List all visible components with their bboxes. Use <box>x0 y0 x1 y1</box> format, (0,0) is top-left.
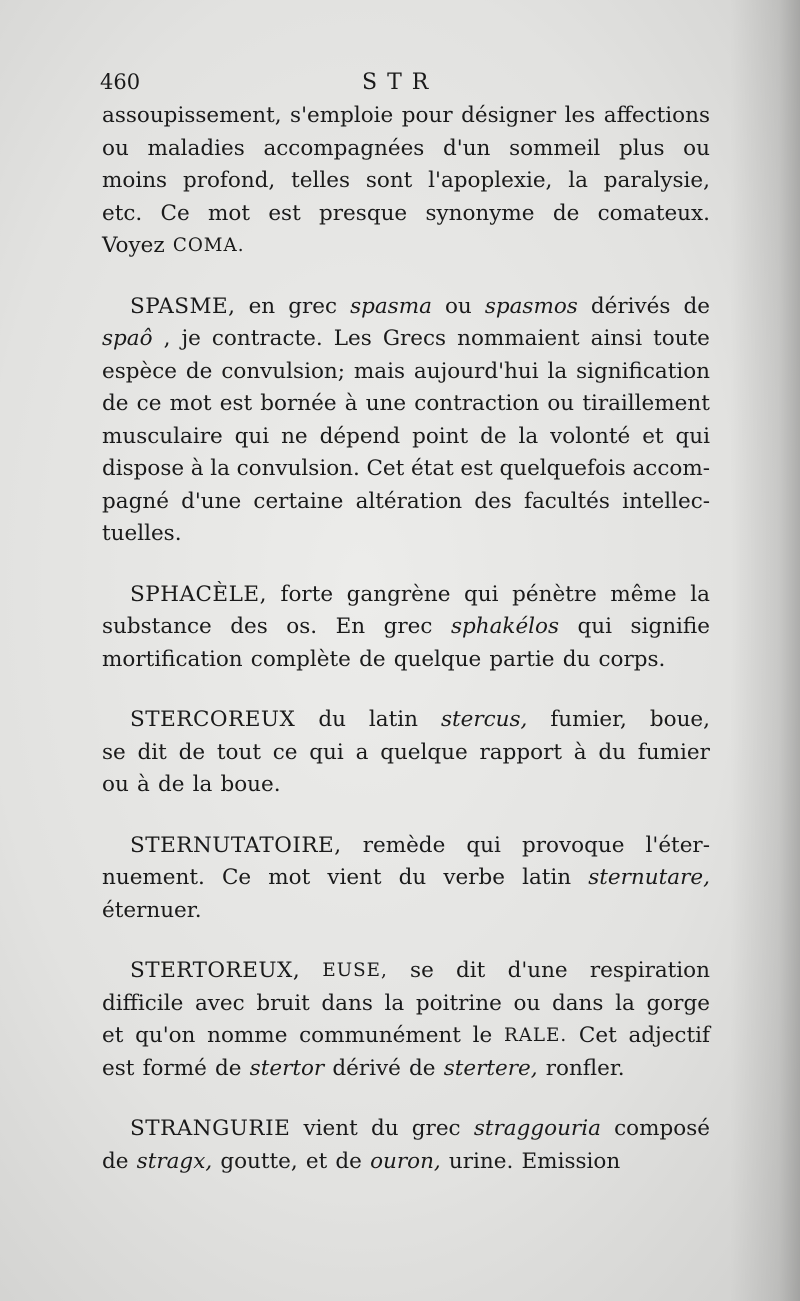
text-line <box>102 1053 710 1086</box>
word: ou <box>547 391 575 416</box>
word: l'apoplexie, <box>428 168 553 193</box>
word: spasma <box>350 293 432 319</box>
word: la <box>210 456 230 481</box>
word: mot <box>169 391 212 416</box>
word: volonté <box>550 423 631 449</box>
word: grec <box>383 614 433 639</box>
word: espèce <box>102 358 178 384</box>
word: tout <box>216 739 261 765</box>
word: mot <box>268 865 311 890</box>
entry-headword: STERTOREUX, <box>130 958 301 983</box>
word: ou <box>683 135 710 161</box>
text-line <box>102 486 710 519</box>
word: de <box>157 772 185 797</box>
text-line <box>102 388 710 421</box>
word: spaô <box>102 326 153 351</box>
word: à <box>344 391 358 416</box>
word: du <box>398 865 427 890</box>
word: Cet <box>366 456 405 481</box>
word: la <box>547 358 568 384</box>
word: la <box>192 772 213 797</box>
text-line <box>102 1020 710 1053</box>
paragraph <box>102 579 710 677</box>
word: d'une <box>507 958 568 983</box>
word: dérivés <box>590 293 671 319</box>
paragraph <box>102 830 710 928</box>
word: convulsion. <box>236 456 360 481</box>
word: le <box>472 1023 493 1048</box>
word: la <box>690 581 710 607</box>
word: à <box>136 772 150 797</box>
paragraph <box>102 100 710 263</box>
word: qui <box>309 739 344 765</box>
word: ne <box>281 423 308 449</box>
word: urine. <box>448 1148 514 1174</box>
word: sternutare, <box>588 865 710 890</box>
word: ouron, <box>370 1148 441 1174</box>
word: point <box>412 423 469 449</box>
word: Ce <box>221 865 252 890</box>
word: Les <box>333 326 372 351</box>
word: la <box>384 990 405 1016</box>
word: de <box>185 358 213 384</box>
text-line <box>102 830 710 863</box>
text-line <box>102 579 710 612</box>
paragraph <box>102 291 710 551</box>
word: des <box>230 614 268 639</box>
word: à <box>190 456 204 481</box>
word: est <box>102 1055 135 1081</box>
word: COMA. <box>172 235 245 256</box>
word: sphakélos <box>450 614 560 639</box>
paragraph <box>102 704 710 802</box>
word: accompagnées <box>263 135 425 161</box>
word: , <box>163 326 171 351</box>
word: fumier, <box>550 707 627 732</box>
word: se <box>102 739 126 765</box>
word: fumier <box>637 739 710 765</box>
word: synonyme <box>425 200 535 226</box>
word: de <box>335 1148 362 1174</box>
word: goutte, <box>220 1148 298 1174</box>
word: ce <box>272 739 298 765</box>
word: quelque <box>380 739 468 765</box>
word: bornée <box>260 391 337 416</box>
word: même <box>610 581 677 607</box>
word: adjectif <box>628 1023 710 1048</box>
word: qu'on <box>135 1023 196 1048</box>
word: ou <box>102 135 129 161</box>
word: boue. <box>220 772 281 797</box>
word: la <box>568 168 588 193</box>
word: grec <box>411 1116 461 1141</box>
word: ronfler. <box>545 1055 625 1081</box>
word: éternuer. <box>102 897 202 923</box>
text-line <box>102 323 710 356</box>
running-head: STR <box>362 70 439 95</box>
word: nommaient <box>457 326 580 351</box>
word: sont <box>365 168 413 193</box>
word: plus <box>618 135 665 161</box>
text-line <box>102 100 710 133</box>
text-line <box>102 291 710 324</box>
word: formé <box>142 1055 207 1081</box>
word: d'un <box>443 135 491 161</box>
word: ou <box>444 293 472 319</box>
word: est <box>268 200 301 226</box>
word: vient <box>303 1116 358 1141</box>
word: avec <box>194 990 245 1016</box>
word: Ce <box>160 200 190 226</box>
word: maladies <box>147 135 245 161</box>
word: qui <box>675 423 710 449</box>
text-line <box>102 611 710 644</box>
word: vient <box>327 865 382 890</box>
text-line <box>102 1113 710 1146</box>
text-line <box>102 1146 710 1179</box>
word: dit <box>456 958 486 983</box>
word: paralysie, <box>603 168 710 193</box>
word: désigner <box>461 103 557 128</box>
word: grec <box>288 293 338 319</box>
word: je <box>181 326 201 351</box>
word: une <box>365 391 407 416</box>
word: de <box>683 293 710 319</box>
text-line <box>102 230 710 263</box>
word: intellec- <box>622 488 710 514</box>
word: de <box>215 1055 242 1081</box>
word: du <box>318 707 346 732</box>
word: qui <box>577 614 613 639</box>
word: quelquefois <box>499 456 626 481</box>
word: dérivé <box>332 1055 401 1081</box>
word: provoque <box>522 832 625 858</box>
word: altération <box>355 488 463 514</box>
word: comateux. <box>597 200 710 226</box>
word: les <box>564 103 596 128</box>
word: bruit <box>256 990 310 1016</box>
text-line <box>102 769 710 802</box>
word: remède <box>362 832 446 858</box>
word: stercus, <box>440 707 528 732</box>
word: dispose <box>102 456 185 481</box>
word: aujourd'hui <box>413 358 539 384</box>
word: de <box>102 391 129 416</box>
word: poitrine <box>415 990 502 1016</box>
text-line <box>102 988 710 1021</box>
word: telles <box>291 168 350 193</box>
word: profond, <box>182 168 276 193</box>
word: convulsion; <box>221 358 345 384</box>
word: de <box>359 646 386 672</box>
word: la <box>518 423 539 449</box>
word: Grecs <box>382 326 447 351</box>
text-line <box>102 644 710 677</box>
body-text <box>102 100 710 1206</box>
word: presque <box>319 200 408 226</box>
word: de <box>552 200 580 226</box>
word: est <box>219 391 253 416</box>
text-line <box>102 737 710 770</box>
word: du <box>562 646 591 672</box>
word: mais <box>353 358 406 384</box>
text-line <box>102 421 710 454</box>
word: la <box>615 990 635 1016</box>
text-line <box>102 198 710 231</box>
page-number: 460 <box>100 70 141 94</box>
word: dans <box>321 990 373 1016</box>
word: et <box>102 1023 124 1048</box>
word: d'une <box>181 488 242 514</box>
word: communément <box>299 1023 461 1048</box>
entry-headword: STERCOREUX <box>130 707 296 732</box>
word: de <box>409 1055 436 1081</box>
text-line <box>102 356 710 389</box>
word: signification <box>576 358 710 384</box>
word: contraction <box>414 391 540 416</box>
word: s'emploie <box>290 103 394 128</box>
word: du <box>370 1116 399 1141</box>
word: de <box>102 1148 129 1174</box>
word: Emission <box>521 1148 621 1174</box>
word: boue, <box>649 707 710 732</box>
word: complète <box>250 646 351 672</box>
word: dit <box>137 739 167 765</box>
word: respiration <box>589 958 710 983</box>
word: ainsi <box>590 326 643 351</box>
word: est <box>460 456 493 481</box>
word: qui <box>466 832 501 858</box>
word: affections <box>603 103 710 128</box>
text-line <box>102 704 710 737</box>
word: spasmos <box>484 293 578 319</box>
word: et <box>642 423 664 449</box>
entry-headword: STERNUTATOIRE, <box>130 832 342 858</box>
word: dépend <box>319 423 401 449</box>
word: se <box>410 958 434 983</box>
word: tuelles. <box>102 521 182 546</box>
word: EUSE, <box>322 960 388 981</box>
text-line <box>102 133 710 166</box>
word: os. <box>286 614 318 639</box>
word: rapport <box>479 739 562 765</box>
word: latin <box>522 865 572 890</box>
word: Cet <box>578 1023 617 1048</box>
word: stertere, <box>443 1055 538 1081</box>
entry-headword: SPASME, <box>130 293 236 319</box>
word: musculaire <box>102 423 223 449</box>
word: et <box>305 1148 328 1174</box>
entry-headword: SPHACÈLE, <box>130 581 267 607</box>
word: stragx, <box>136 1148 213 1174</box>
word: ou <box>513 990 541 1016</box>
text-line <box>102 895 710 928</box>
text-line <box>102 862 710 895</box>
word: pour <box>401 103 453 128</box>
word: quelque <box>393 646 482 672</box>
word: du <box>598 739 627 765</box>
word: straggouria <box>473 1116 601 1141</box>
word: corps. <box>598 646 666 672</box>
text-line <box>102 518 710 551</box>
word: nuement. <box>102 865 205 890</box>
word: composé <box>614 1116 710 1141</box>
word: toute <box>653 326 710 351</box>
word: En <box>335 614 366 639</box>
word: contracte. <box>211 326 323 351</box>
word: de <box>178 739 206 765</box>
word: certaine <box>253 488 344 514</box>
word: l'éter- <box>645 832 710 858</box>
word: gorge <box>646 990 710 1016</box>
word: partie <box>489 646 555 672</box>
word: facultés <box>523 488 610 514</box>
word: pagné <box>102 488 169 514</box>
word: à <box>573 739 587 765</box>
word: état <box>410 456 454 481</box>
word: ce <box>136 391 162 416</box>
word: accom- <box>632 456 710 481</box>
entry-headword: STRANGURIE <box>130 1116 291 1141</box>
word: dans <box>551 990 604 1016</box>
text-line <box>102 453 710 486</box>
paragraph <box>102 955 710 1085</box>
word: gangrène <box>346 581 451 607</box>
word: assoupissement, <box>102 103 282 128</box>
word: RALE. <box>503 1025 568 1046</box>
word: sommeil <box>509 135 601 161</box>
word: forte <box>280 581 334 607</box>
word: pénètre <box>512 581 597 607</box>
word: tiraillement <box>582 391 710 416</box>
paragraph <box>102 1113 710 1178</box>
word: ou <box>102 772 129 797</box>
text-line <box>102 955 710 988</box>
text-line <box>102 165 710 198</box>
word: difficile <box>102 990 184 1016</box>
word: des <box>474 488 512 514</box>
word: en <box>248 293 276 319</box>
word: nomme <box>207 1023 288 1048</box>
word: substance <box>102 614 212 639</box>
word: qui <box>464 581 499 607</box>
word: mot <box>208 200 251 226</box>
word: mortification <box>102 646 243 672</box>
word: Voyez <box>102 233 165 258</box>
word: etc. <box>102 200 143 226</box>
word: a <box>355 739 369 765</box>
word: stertor <box>249 1055 325 1081</box>
word: latin <box>368 707 418 732</box>
page-edge-shadow <box>730 0 800 1301</box>
word: qui <box>234 423 270 449</box>
word: signifie <box>630 614 710 639</box>
page-header <box>100 70 710 104</box>
word: verbe <box>443 865 505 890</box>
word: de <box>480 423 507 449</box>
word: moins <box>102 168 168 193</box>
